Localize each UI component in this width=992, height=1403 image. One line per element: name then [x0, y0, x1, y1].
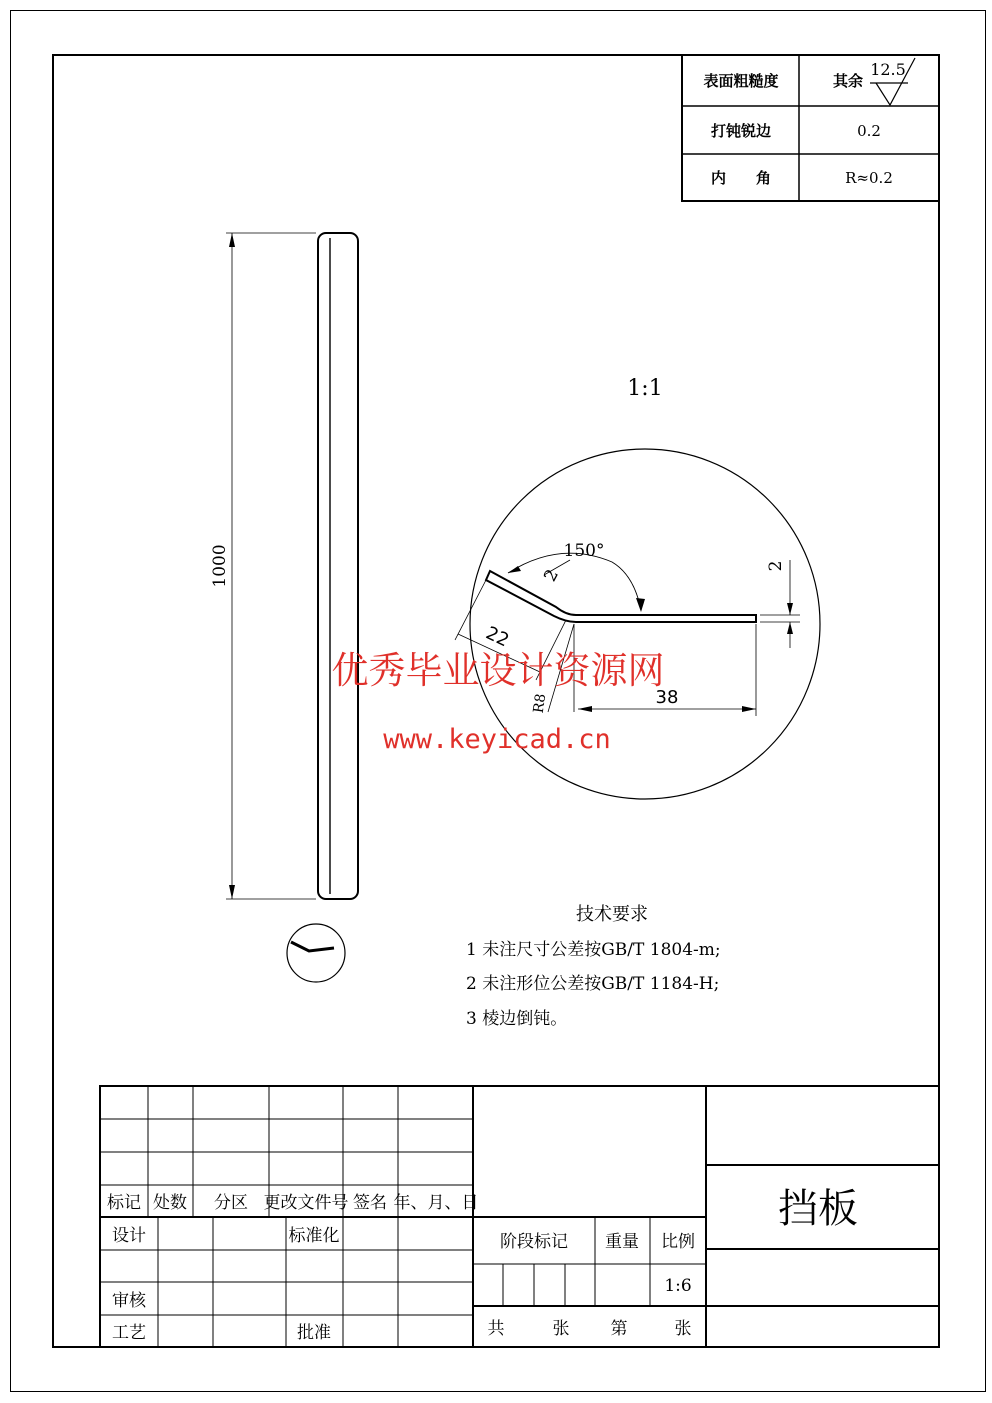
approve-label: 批准 — [297, 1323, 331, 1343]
watermark-url: www.keyicad.cn — [383, 724, 611, 755]
bend-radius-text: R8 — [530, 692, 550, 715]
short-leg-text: 22 — [482, 622, 513, 652]
review-label: 审核 — [112, 1291, 146, 1311]
scale-value: 1:6 — [664, 1276, 692, 1296]
sheet-number-label: 第 — [610, 1319, 628, 1339]
rev-header-doc: 更改文件号 — [263, 1193, 349, 1213]
rev-header-date: 年、月、日 — [393, 1193, 479, 1213]
stage-mark-label: 阶段标记 — [500, 1232, 568, 1252]
inner-corner-value: R≈0.2 — [845, 169, 893, 187]
sheets-unit-label: 张 — [552, 1319, 570, 1339]
tech-requirement-item: 1 未注尺寸公差按GB/T 1804-m; — [466, 940, 721, 960]
bend-angle-text: 150° — [563, 541, 605, 561]
thickness-right-text: 2 — [766, 560, 786, 572]
roughness-value: 12.5 — [870, 60, 906, 79]
outer-trim-border — [11, 11, 986, 1392]
detail-scale: 1:1 — [627, 376, 663, 401]
weight-label: 重量 — [605, 1232, 639, 1252]
tech-requirements-title: 技术要求 — [576, 904, 648, 925]
length-dimension-text: 1000 — [210, 544, 230, 588]
blunt-edge-label: 打钝锐边 — [710, 122, 772, 140]
standardization-label: 标准化 — [288, 1226, 340, 1246]
rev-header-zone: 分区 — [214, 1193, 248, 1213]
plate-outline — [318, 233, 358, 899]
blunt-edge-value: 0.2 — [857, 122, 881, 140]
scale-label: 比例 — [661, 1232, 695, 1252]
rev-header-count: 处数 — [153, 1193, 187, 1213]
inner-corner-label: 内 角 — [710, 169, 772, 187]
rev-header-mark: 标记 — [107, 1193, 141, 1213]
roughness-label: 表面粗糙度 — [703, 72, 779, 90]
front-view — [226, 233, 358, 899]
design-label: 设计 — [112, 1226, 146, 1246]
bent-profile — [486, 571, 756, 622]
sheets-total-label: 共 — [487, 1319, 505, 1339]
tech-requirement-item: 2 未注形位公差按GB/T 1184-H; — [466, 974, 720, 994]
tech-requirement-item: 3 棱边倒钝。 — [466, 1009, 568, 1029]
sheet-unit-label: 张 — [674, 1319, 692, 1339]
long-leg-text: 38 — [655, 687, 679, 708]
section-marker — [287, 924, 345, 982]
rev-header-sign: 签名 — [353, 1193, 387, 1213]
roughness-other-label: 其余 — [832, 72, 864, 90]
thickness-left-text: 2 — [540, 566, 563, 586]
part-name: 挡板 — [778, 1186, 858, 1232]
drawing-frame — [53, 55, 939, 1347]
process-label: 工艺 — [112, 1323, 146, 1343]
watermark-title: 优秀毕业设计资源网 — [331, 649, 665, 692]
